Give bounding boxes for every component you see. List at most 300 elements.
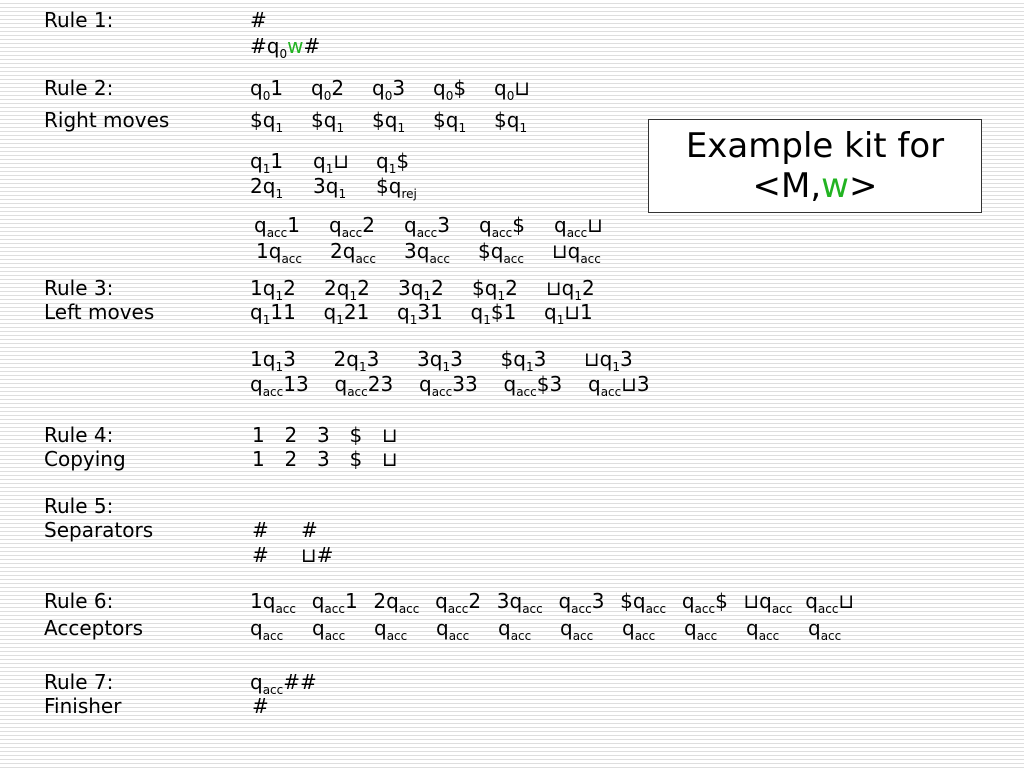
token-symbol: q: [254, 213, 267, 237]
token-symbol: 21: [343, 300, 370, 324]
token-subscript: 1: [525, 360, 534, 374]
token-subscript: 1: [409, 313, 418, 327]
token-symbol: ⊔: [514, 76, 530, 100]
domino-token: [501, 347, 585, 374]
token-symbol: $3: [536, 372, 563, 396]
token-symbol: q: [622, 616, 635, 640]
domino-token: [744, 589, 806, 616]
token-subscript: 1: [612, 360, 620, 374]
token-symbol: q: [759, 589, 772, 613]
token-symbol: #: [250, 34, 267, 58]
token-symbol: q: [567, 239, 581, 263]
token-symbol: q: [410, 276, 424, 300]
token-subscript: acc: [758, 629, 780, 643]
token-subscript: acc: [817, 602, 839, 616]
domino-token: [472, 276, 546, 303]
token-subscript: acc: [341, 226, 363, 240]
token-symbol: q: [250, 670, 263, 694]
domino-token: [250, 34, 320, 61]
token-symbol: ⊔: [546, 276, 562, 300]
token-symbol: q: [313, 149, 326, 173]
token-symbol: 2: [324, 276, 337, 300]
token-symbol: 1: [270, 76, 284, 100]
token-symbol: q: [262, 276, 276, 300]
token-subscript: 1: [275, 360, 284, 374]
token-symbol: $: [433, 108, 446, 132]
rule-2-sublabel: Right moves: [44, 108, 170, 132]
domino-token: [554, 213, 629, 240]
token-symbol: 1: [256, 239, 269, 263]
domino-token: [397, 300, 471, 327]
domino-token: [404, 239, 478, 266]
token-symbol: 23: [367, 372, 394, 396]
domino-token: [311, 76, 372, 103]
token-symbol: 11: [270, 300, 296, 324]
domino-token: [682, 589, 744, 616]
token-symbol: 33: [452, 372, 478, 396]
domino-token: [544, 300, 618, 327]
rule-4-sublabel: Copying: [44, 447, 126, 471]
rule-7-line-2: [252, 694, 269, 718]
token-subscript: acc: [281, 252, 302, 266]
token-symbol: q: [250, 616, 263, 640]
token-symbol: ⊔: [584, 347, 600, 371]
token-symbol: q: [684, 616, 697, 640]
token-symbol: 3: [283, 347, 296, 371]
token-subscript: 1: [574, 289, 582, 303]
token-symbol: q: [681, 589, 695, 613]
token-subscript: acc: [416, 226, 438, 240]
token-subscript: acc: [324, 602, 345, 616]
token-subscript: 0: [279, 47, 288, 61]
domino-token: [546, 276, 620, 303]
token-symbol: q: [376, 149, 389, 173]
token-symbol: $: [478, 239, 491, 263]
domino-token: [376, 174, 439, 201]
domino-token: [350, 447, 383, 471]
domino-token: [317, 423, 350, 447]
domino-token: [250, 589, 312, 616]
domino-token: [498, 616, 560, 643]
rule-7-line-1: [250, 670, 317, 697]
rule-1-line-1: [250, 8, 267, 32]
token-symbol: 2: [333, 347, 347, 371]
token-subscript: 1: [556, 313, 565, 327]
token-symbol: $: [396, 149, 410, 173]
token-subscript: acc: [262, 385, 284, 399]
domino-token: [620, 589, 682, 616]
domino-token: [250, 276, 324, 303]
token-symbol: q: [436, 616, 449, 640]
domino-token: [312, 589, 374, 616]
domino-token: [497, 589, 559, 616]
token-symbol: q: [433, 76, 446, 100]
domino-token: [252, 447, 285, 471]
token-symbol: q: [484, 276, 498, 300]
token-subscript: 0: [323, 89, 332, 103]
domino-token: [436, 616, 498, 643]
token-symbol: q: [262, 589, 276, 613]
token-symbol: q: [490, 239, 504, 263]
rule-7-sublabel: Finisher: [44, 694, 122, 718]
token-subscript: acc: [347, 385, 368, 399]
domino-token: [805, 589, 867, 616]
domino-token: [433, 76, 494, 103]
token-symbol: 3: [450, 347, 463, 371]
domino-token: [435, 589, 497, 616]
token-symbol: 1: [250, 276, 263, 300]
domino-token: [312, 616, 374, 643]
token-subscript: acc: [262, 629, 284, 643]
token-highlight: w: [287, 34, 304, 58]
token-symbol: #: [301, 518, 318, 542]
token-subscript: 0: [262, 89, 271, 103]
token-symbol: 3: [317, 423, 330, 447]
token-symbol: q: [558, 589, 572, 613]
token-symbol: q: [323, 108, 337, 132]
domino-token: [622, 616, 684, 643]
domino-token: [324, 276, 398, 303]
token-subscript: acc: [447, 602, 469, 616]
token-subscript: 1: [262, 162, 271, 176]
token-symbol: ⊔: [382, 447, 398, 471]
token-subscript: acc: [262, 683, 284, 697]
rule-6-line-2: [250, 616, 870, 643]
token-symbol: q: [384, 108, 398, 132]
token-symbol: $: [472, 276, 485, 300]
token-symbol: 1: [250, 589, 263, 613]
domino-token: [433, 108, 494, 135]
rule-3-sublabel: Left moves: [44, 300, 155, 324]
rule-5-line-2: [252, 543, 350, 567]
rule-2-line-2: [250, 108, 555, 135]
domino-token: [382, 423, 415, 447]
rule-5-label: Rule 5:: [44, 494, 114, 518]
title-suffix: >: [848, 166, 878, 206]
token-symbol: q: [329, 213, 342, 237]
token-subscript: acc: [275, 602, 296, 616]
token-symbol: q: [311, 589, 325, 613]
token-symbol: q: [336, 276, 350, 300]
token-symbol: q: [554, 213, 567, 237]
title-line-1: Example kit for: [685, 126, 945, 166]
token-symbol: q: [250, 149, 263, 173]
rule-1-line-2: [250, 34, 320, 61]
token-subscript: 1: [358, 360, 367, 374]
token-symbol: q: [509, 589, 523, 613]
domino-token: [252, 543, 301, 567]
domino-token: [479, 213, 554, 240]
token-subscript: 1: [519, 121, 528, 135]
token-subscript: acc: [571, 602, 592, 616]
domino-token: [250, 8, 267, 32]
token-subscript: 1: [442, 360, 451, 374]
title-line-2: [649, 166, 981, 206]
domino-token: [419, 372, 504, 399]
domino-token: [552, 239, 626, 266]
rule-2-line-4: [250, 174, 439, 201]
token-symbol: q: [494, 76, 507, 100]
token-symbol: ⊔3: [621, 372, 650, 396]
token-subscript: 1: [275, 121, 284, 135]
token-symbol: $: [349, 423, 363, 447]
domino-token: [256, 239, 330, 266]
token-symbol: q: [323, 300, 337, 324]
token-symbol: q: [374, 616, 387, 640]
rule-4-line-2: [252, 447, 415, 471]
token-symbol: 1: [252, 423, 265, 447]
token-symbol: q: [746, 616, 759, 640]
token-symbol: #: [252, 543, 269, 567]
token-subscript: 1: [336, 121, 345, 135]
domino-token: [372, 108, 433, 135]
token-symbol: q: [632, 589, 646, 613]
token-symbol: 2: [468, 589, 482, 613]
domino-token: [382, 447, 415, 471]
token-symbol: $: [494, 108, 507, 132]
rule-6-sublabel: Acceptors: [44, 616, 144, 640]
domino-token: [250, 108, 311, 135]
token-symbol: q: [266, 34, 280, 58]
domino-token: [250, 670, 317, 697]
token-symbol: 2: [284, 447, 298, 471]
token-symbol: ##: [283, 670, 317, 694]
token-symbol: 2: [373, 589, 387, 613]
domino-token: [250, 372, 335, 399]
domino-token: [560, 616, 622, 643]
token-symbol: 3: [404, 239, 417, 263]
token-subscript: 1: [423, 289, 432, 303]
token-symbol: 1: [252, 447, 265, 471]
token-subscript: 1: [458, 121, 467, 135]
domino-token: [584, 347, 668, 374]
domino-token: [350, 423, 383, 447]
domino-token: [376, 149, 439, 176]
token-symbol: q: [416, 239, 430, 263]
domino-token: [588, 372, 673, 399]
token-subscript: acc: [503, 252, 524, 266]
domino-token: [252, 423, 285, 447]
token-symbol: q: [250, 76, 263, 100]
rule-3-label: Rule 3:: [44, 276, 114, 300]
domino-token: [746, 616, 808, 643]
token-subscript: 1: [336, 313, 344, 327]
token-symbol: 2: [505, 276, 518, 300]
token-subscript: acc: [510, 629, 532, 643]
token-symbol: 1: [270, 149, 284, 173]
token-symbol: ⊔: [382, 423, 398, 447]
token-symbol: $1: [490, 300, 517, 324]
domino-token: [404, 213, 479, 240]
token-symbol: 3: [437, 213, 450, 237]
token-symbol: q: [342, 239, 356, 263]
token-symbol: q: [503, 372, 517, 396]
token-symbol: q: [805, 589, 818, 613]
token-symbol: q: [435, 589, 448, 613]
token-subscript: acc: [634, 629, 656, 643]
token-subscript: 1: [397, 121, 406, 135]
token-symbol: q: [311, 76, 324, 100]
token-subscript: rej: [401, 187, 417, 201]
token-symbol: q: [599, 347, 613, 371]
token-subscript: acc: [324, 629, 346, 643]
token-symbol: 2: [283, 276, 296, 300]
token-subscript: acc: [580, 252, 601, 266]
token-symbol: 2: [581, 276, 595, 300]
token-subscript: 1: [349, 289, 358, 303]
domino-token: [301, 543, 350, 567]
token-symbol: 3: [533, 347, 547, 371]
token-subscript: acc: [645, 602, 667, 616]
rule-1-label: Rule 1:: [44, 8, 114, 32]
token-subscript: 1: [338, 187, 347, 201]
token-symbol: $: [311, 108, 324, 132]
token-symbol: 3: [496, 589, 510, 613]
token-symbol: $: [250, 108, 263, 132]
domino-token: [313, 174, 376, 201]
token-symbol: ⊔: [587, 213, 603, 237]
rule-4-line-1: [252, 423, 415, 447]
token-symbol: 1: [344, 589, 358, 613]
token-symbol: 3: [619, 347, 633, 371]
token-symbol: q: [560, 616, 573, 640]
token-symbol: #: [250, 8, 267, 32]
token-symbol: q: [588, 372, 601, 396]
domino-token: [372, 76, 433, 103]
token-symbol: q: [262, 347, 276, 371]
token-symbol: q: [506, 108, 520, 132]
domino-token: [324, 300, 398, 327]
token-subscript: 1: [483, 313, 491, 327]
token-symbol: 2: [330, 239, 343, 263]
domino-token: [250, 347, 334, 374]
token-symbol: q: [397, 300, 410, 324]
title-prefix: <M,: [752, 166, 822, 206]
token-subscript: acc: [431, 385, 453, 399]
domino-token: [250, 174, 313, 201]
token-subscript: acc: [522, 602, 543, 616]
token-subscript: acc: [516, 385, 537, 399]
domino-token: [250, 300, 324, 327]
token-symbol: q: [325, 174, 339, 198]
token-symbol: 3: [591, 589, 605, 613]
token-subscript: acc: [429, 252, 450, 266]
domino-token: [254, 213, 329, 240]
domino-token: [301, 518, 350, 542]
domino-token: [373, 589, 435, 616]
token-symbol: #: [303, 34, 321, 58]
rule-3-line-2: [250, 300, 618, 327]
token-subscript: 0: [445, 89, 454, 103]
token-subscript: acc: [566, 226, 588, 240]
domino-token: [684, 616, 746, 643]
token-subscript: acc: [386, 629, 408, 643]
token-symbol: 3: [313, 174, 326, 198]
token-symbol: $: [620, 589, 633, 613]
token-symbol: 3: [317, 447, 330, 471]
token-symbol: 2: [431, 276, 444, 300]
token-subscript: 0: [506, 89, 515, 103]
token-symbol: ⊔: [333, 149, 349, 173]
domino-token: [250, 616, 312, 643]
title-highlight: w: [821, 166, 849, 206]
token-symbol: 2: [357, 276, 370, 300]
title-box: [648, 119, 982, 213]
token-symbol: 13: [283, 372, 309, 396]
token-symbol: 3: [398, 276, 411, 300]
domino-token: [334, 347, 418, 374]
token-subscript: acc: [398, 602, 420, 616]
token-symbol: q: [372, 76, 385, 100]
token-subscript: 1: [497, 289, 506, 303]
token-symbol: q: [262, 174, 276, 198]
rule-2-line-3: [250, 149, 439, 176]
token-symbol: #: [252, 694, 269, 718]
token-symbol: q: [250, 300, 263, 324]
token-symbol: 1: [287, 213, 300, 237]
token-subscript: 1: [275, 289, 284, 303]
domino-token: [285, 447, 318, 471]
token-subscript: 1: [262, 313, 271, 327]
token-symbol: q: [386, 589, 399, 613]
token-subscript: 1: [325, 162, 334, 176]
token-subscript: acc: [266, 226, 288, 240]
domino-token: [311, 108, 372, 135]
domino-token: [313, 149, 376, 176]
domino-token: [417, 347, 501, 374]
rule-6-label: Rule 6:: [44, 589, 114, 613]
token-symbol: q: [544, 300, 557, 324]
token-symbol: q: [388, 174, 402, 198]
token-symbol: 3: [392, 76, 406, 100]
token-symbol: q: [312, 616, 325, 640]
domino-token: [335, 372, 420, 399]
token-symbol: 31: [417, 300, 443, 324]
domino-token: [252, 694, 269, 718]
token-symbol: 2: [284, 423, 298, 447]
token-symbol: q: [268, 239, 282, 263]
domino-token: [329, 213, 404, 240]
token-symbol: $: [500, 347, 514, 371]
token-symbol: 2: [331, 76, 345, 100]
token-subscript: acc: [771, 602, 793, 616]
token-subscript: acc: [448, 629, 470, 643]
rule-4-label: Rule 4:: [44, 423, 114, 447]
rule-2-label: Rule 2:: [44, 76, 114, 100]
domino-token: [478, 239, 552, 266]
domino-token: [250, 76, 311, 103]
token-subscript: acc: [572, 629, 594, 643]
token-symbol: q: [513, 347, 526, 371]
rule-3-line-4: [250, 372, 673, 399]
token-symbol: q: [445, 108, 459, 132]
domino-token: [494, 108, 555, 135]
domino-token: [504, 372, 589, 399]
token-symbol: q: [479, 213, 492, 237]
domino-token: [317, 447, 350, 471]
rule-2-line-5: [254, 213, 629, 240]
token-subscript: acc: [491, 226, 513, 240]
token-symbol: 2: [362, 213, 375, 237]
token-symbol: q: [404, 213, 417, 237]
token-symbol: 3: [417, 347, 430, 371]
token-symbol: ⊔: [838, 589, 855, 613]
token-symbol: ⊔#: [301, 543, 334, 567]
rule-2-line-1: [250, 76, 555, 103]
token-subscript: acc: [820, 629, 842, 643]
rule-3-line-3: [250, 347, 668, 374]
domino-token: [494, 76, 555, 103]
